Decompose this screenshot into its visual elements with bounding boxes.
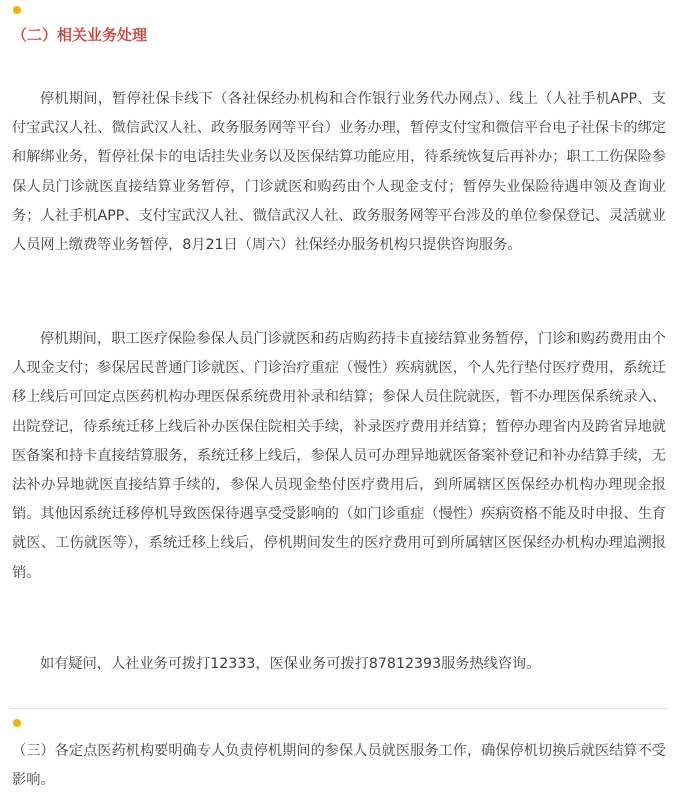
bullet-dot-icon [13, 719, 21, 727]
paragraph-service-suspension: 停机期间，暂停社保卡线下（各社保经办机构和合作银行业务代办网点）、线上（人社手机APP、支付宝武汉人社、微信武汉人社、政务服务网等平台）业务办理，暂停支付宝和微信平台电子社保卡的绑定和解绑业务，暂停社保卡的电话挂失业务以及医保结算功能应用，待系统恢复后再补办；职工工伤保险参保人员门诊就医直接结算业务暂停，门诊就医和购药由个人现金支付；暂停失业保险待遇申领及查询业务；人社手机APP、支付宝武汉人社、微信武汉人社、政务服务网等平台涉及的单位参保登记、灵活就业人员网上缴费等业务暂停，8月21日（周六）社保经办服务机构只提供咨询服务。 [12, 91, 666, 254]
paragraph-hotline: 如有疑问，人社业务可拨打12333，医保业务可拨打87812393服务热线咨询。 [40, 656, 541, 672]
paragraph-medical-insurance: 停机期间，职工医疗保险参保人员门诊就医和药店购药持卡直接结算业务暂停，门诊和购药费用由个人现金支付；参保居民普通门诊就医、门诊治疗重症（慢性）疾病就医，个人先行垫付医疗费用，系统迁移上线后可回定点医药机构办理医保系统费用补录和结算；参保人员住院就医，暂不办理医保系统录入、出院登记，待系统迁移上线后补办医保住院相关手续，补录医疗费用并结算；暂停办理省内及跨省异地就医备案和持卡直接结算服务，系统迁移上线后，参保人员可办理异地就医备案补登记和补办结算手续，无法补办异地就医直接结算手续的，参保人员现金垫付医疗费用后，到所属辖区医保经办机构办理现金报销。其他因系统迁移停机导致医保待遇享受受影响的（如门诊重症（慢性）疾病资格不能及时申报、生育就医、工伤就医等），系统迁移上线后，停机期间发生的医疗费用可到所属辖区医保经办机构办理追溯报销。 [12, 331, 666, 581]
bullet-dot-icon [13, 6, 21, 14]
section-divider [10, 708, 668, 709]
paragraph-section-three: （三）各定点医药机构要明确专人负责停机期间的参保人员就医服务工作，确保停机切换后就医结算不受影响。 [12, 743, 666, 789]
section-title: （二）相关业务处理 [12, 26, 148, 44]
